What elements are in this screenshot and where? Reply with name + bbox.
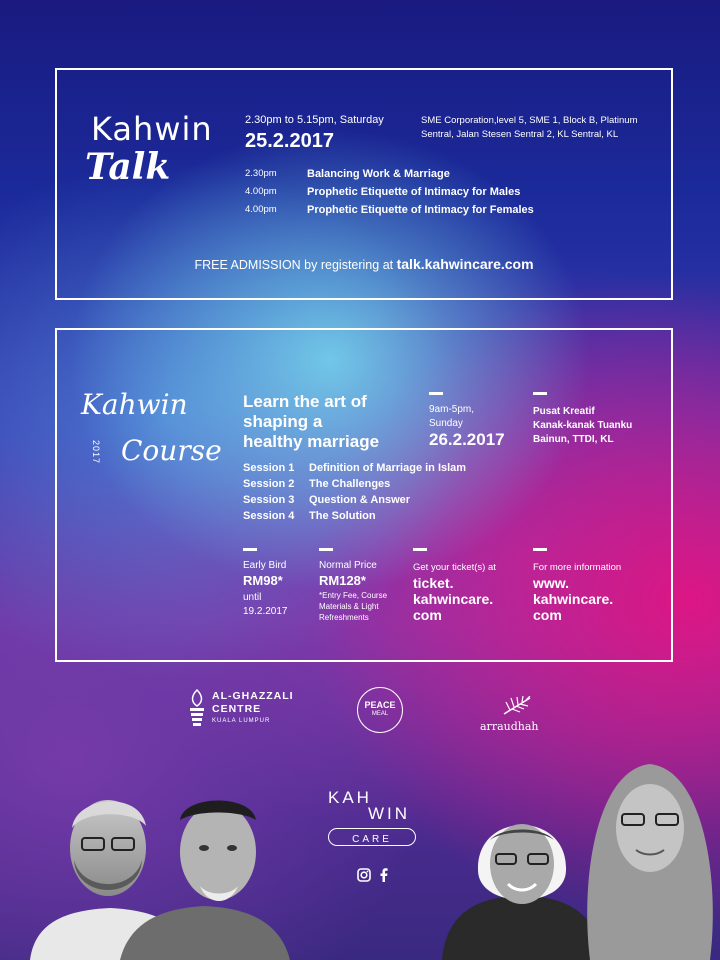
talk-admission-prefix: FREE ADMISSION by registering at	[194, 258, 394, 272]
course-headline-line1: Learn the art of	[243, 392, 367, 411]
arraudhah-text: arraudhah	[480, 720, 539, 733]
course-headline-line2: shaping a	[243, 412, 323, 431]
ghazzali-line3: KUALA LUMPUR	[212, 718, 271, 724]
course-logo-line2: Course	[121, 434, 222, 467]
talk-schedule-title-1: Balancing Work & Marriage	[307, 168, 450, 180]
course-venue-line1: Pusat Kreatif	[533, 406, 595, 417]
talk-schedule-title-3: Prophetic Etiquette of Intimacy for Females	[307, 204, 534, 216]
info-label: For more information	[533, 562, 622, 573]
session-1-title: Definition of Marriage in Islam	[309, 462, 467, 474]
session-3-title: Question & Answer	[309, 494, 411, 506]
brand-care: CARE	[352, 834, 392, 845]
normal-price-value: RM128*	[319, 573, 366, 588]
speaker-portrait-2	[120, 790, 290, 960]
ticket-url-line1[interactable]: ticket.	[413, 575, 454, 591]
kahwin-care-logo	[322, 784, 422, 854]
ghazzali-logo	[188, 688, 318, 732]
course-date: 26.2.2017	[429, 430, 505, 449]
session-4-number: Session 4	[243, 510, 295, 522]
ticket-dash	[413, 548, 427, 551]
early-bird-date: 19.2.2017	[243, 606, 288, 617]
early-bird-label: Early Bird	[243, 560, 287, 571]
early-bird-price: RM98*	[243, 573, 283, 588]
ticket-url-line3[interactable]: com	[413, 607, 442, 623]
early-bird-until: until	[243, 592, 262, 603]
brand-win: WIN	[368, 804, 411, 823]
talk-panel	[55, 68, 673, 300]
normal-price-note: *Entry Fee, Course Materials & Light Refreshments	[319, 591, 388, 622]
session-3-number: Session 3	[243, 494, 295, 506]
course-venue-dash	[533, 392, 547, 395]
session-1-number: Session 1	[243, 462, 295, 474]
normal-price-dash	[319, 548, 333, 551]
talk-schedule-title-2: Prophetic Etiquette of Intimacy for Males	[307, 186, 521, 198]
talk-schedule-time-3: 4.00pm	[245, 204, 277, 215]
session-4-title: The Solution	[309, 510, 376, 522]
ghazzali-line1: AL-GHAZZALI	[212, 690, 294, 702]
ghazzali-emblem-icon	[188, 688, 206, 728]
course-time-line1: 9am-5pm,	[429, 404, 475, 415]
normal-price-label: Normal Price	[319, 560, 377, 571]
course-time-dash	[429, 392, 443, 395]
course-venue-line2: Kanak-kanak Tuanku	[533, 420, 633, 431]
talk-admission	[57, 256, 671, 272]
talk-time: 2.30pm to 5.15pm, Saturday	[245, 114, 384, 126]
brand-care-pill	[328, 828, 416, 846]
talk-schedule-time-1: 2.30pm	[245, 168, 277, 179]
arraudhah-logo	[480, 696, 550, 736]
peace-meal-logo	[357, 687, 403, 733]
palm-leaf-icon	[500, 696, 534, 716]
talk-date: 25.2.2017	[245, 130, 334, 152]
peace-meal-line2: MEAL	[371, 711, 389, 717]
talk-logo-line2: Talk	[85, 146, 171, 188]
course-time-line2: Sunday	[429, 418, 463, 429]
course-panel	[55, 328, 673, 662]
talk-admission-url[interactable]: talk.kahwincare.com	[396, 256, 534, 272]
brand-kah: KAH	[328, 788, 372, 807]
info-url-line1[interactable]: www.	[533, 575, 570, 591]
course-headline-line3: healthy marriage	[243, 432, 380, 451]
course-logo-year: 2017	[91, 440, 101, 465]
peace-meal-line1: PEACE	[364, 700, 396, 710]
course-logo-line1: Kahwin	[81, 388, 188, 421]
instagram-icon[interactable]	[357, 868, 371, 882]
speaker-portrait-4	[580, 750, 720, 960]
course-venue-line3: Bainun, TTDI, KL	[533, 434, 614, 445]
talk-logo-line1: Kahwin	[91, 110, 213, 148]
speaker-portrait-3	[442, 800, 602, 960]
social-links	[357, 868, 397, 884]
ticket-label: Get your ticket(s) at	[413, 562, 496, 573]
ghazzali-line2: CENTRE	[212, 703, 262, 715]
talk-schedule-time-2: 4.00pm	[245, 186, 277, 197]
info-dash	[533, 548, 547, 551]
info-url-line2[interactable]: kahwincare.	[533, 591, 614, 607]
early-bird-dash	[243, 548, 257, 551]
session-2-title: The Challenges	[309, 478, 391, 490]
talk-venue: SME Corporation,level 5, SME 1, Block B, Platinum Sentral, Jalan Stesen Sentral 2, KL Sentral, KL	[421, 115, 638, 140]
info-url-line3[interactable]: com	[533, 607, 562, 623]
ticket-url-line2[interactable]: kahwincare.	[413, 591, 494, 607]
session-2-number: Session 2	[243, 478, 295, 490]
facebook-icon[interactable]	[379, 868, 389, 882]
